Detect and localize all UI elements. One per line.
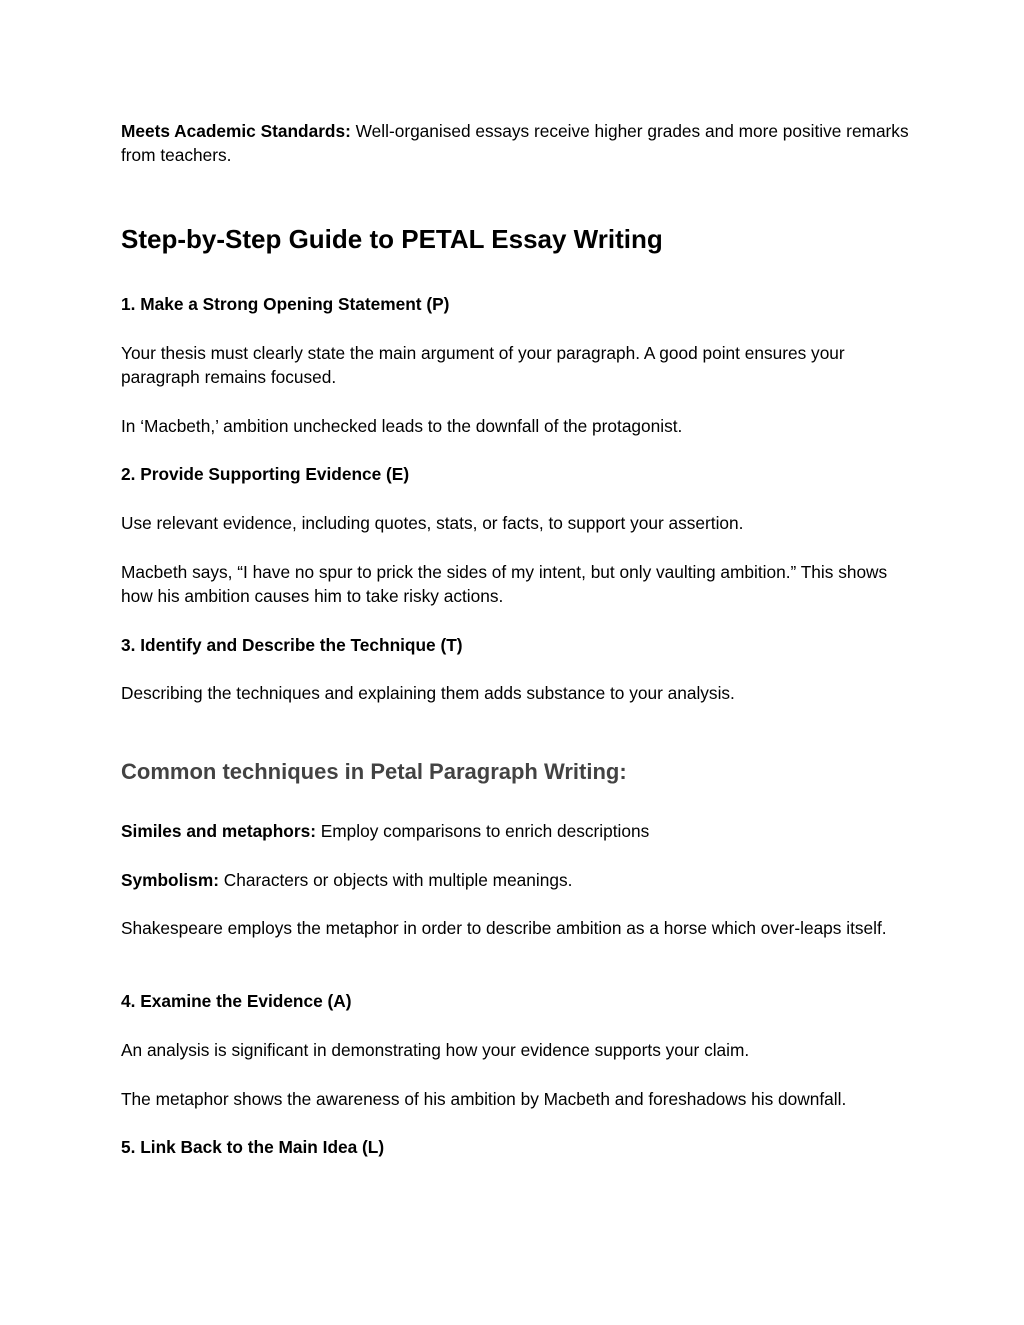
standards-label: Meets Academic Standards: <box>121 121 351 141</box>
standards-text: Well-organised essays receive higher grades and more positive remarks from teachers. <box>121 121 909 165</box>
techniques-heading: Common techniques in Petal Paragraph Writing: <box>121 759 627 784</box>
guide-title: Step-by-Step Guide to PETAL Essay Writing <box>121 224 663 254</box>
step2-body: Use relevant evidence, including quotes, stats, or facts, to support your assertion. <box>121 513 744 533</box>
standards-paragraph <box>121 119 911 167</box>
step3-body: Describing the techniques and explaining them adds substance to your analysis. <box>121 683 735 703</box>
similes-text: Employ comparisons to enrich descriptions <box>315 821 650 841</box>
step4-body: An analysis is significant in demonstrating how your evidence supports your claim. <box>121 1040 750 1060</box>
step4-heading: 4. Examine the Evidence (A) <box>121 991 352 1011</box>
step4-example: The metaphor shows the awareness of his ambition by Macbeth and foreshadows his downfall. <box>121 1089 847 1109</box>
step5-heading: 5. Link Back to the Main Idea (L) <box>121 1137 385 1157</box>
step2-example: Macbeth says, “I have no spur to prick the sides of my intent, but only vaulting ambition.” This shows how his ambition causes him to take risky actions. <box>121 562 888 606</box>
similes-label: Similes and metaphors: <box>121 821 316 841</box>
step2-heading: 2. Provide Supporting Evidence (E) <box>121 464 410 484</box>
symbolism-paragraph <box>121 868 911 892</box>
step1-example: In ‘Macbeth,’ ambition unchecked leads to the downfall of the protagonist. <box>121 416 683 436</box>
step3-heading: 3. Identify and Describe the Technique (T) <box>121 635 463 655</box>
symbolism-label: Symbolism: <box>121 870 219 890</box>
similes-paragraph <box>121 819 911 843</box>
step1-heading: 1. Make a Strong Opening Statement (P) <box>121 294 450 314</box>
step1-body: Your thesis must clearly state the main argument of your paragraph. A good point ensures your paragraph remains focused. <box>121 343 845 387</box>
techniques-example: Shakespeare employs the metaphor in order to describe ambition as a horse which over-leaps itself. <box>121 918 887 938</box>
symbolism-text: Characters or objects with multiple meanings. <box>218 870 573 890</box>
